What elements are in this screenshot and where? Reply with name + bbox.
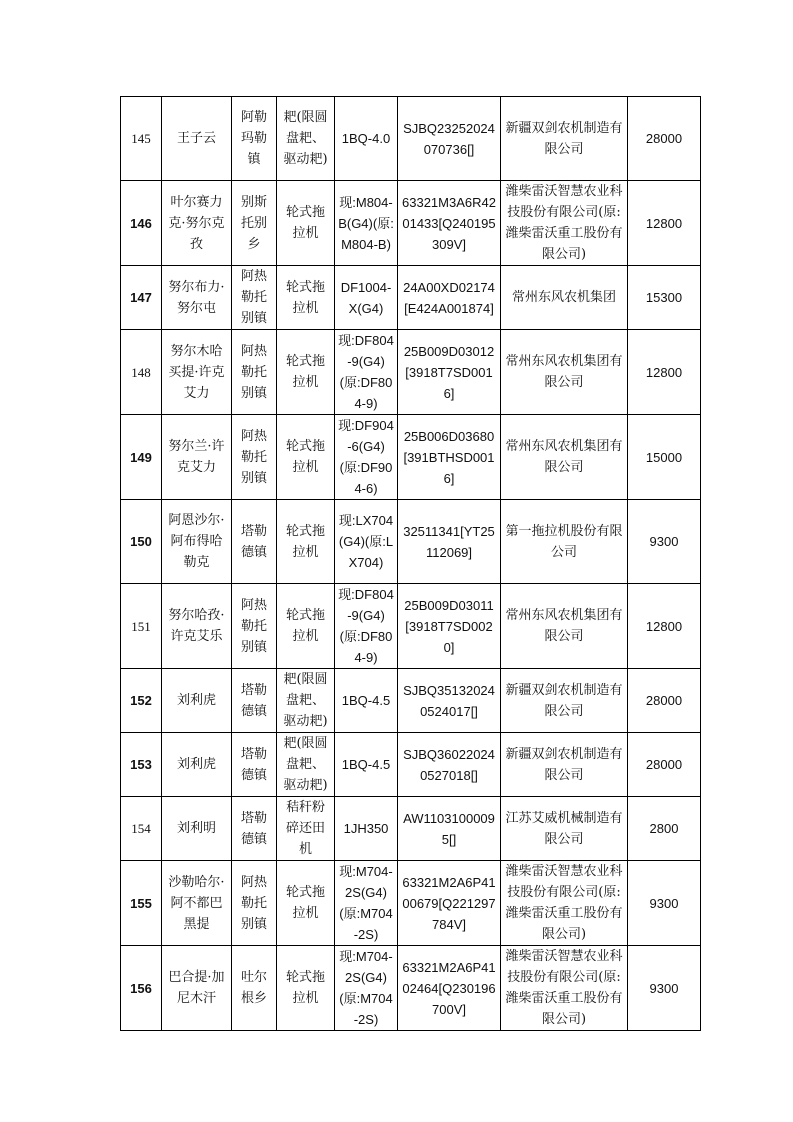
table-row (121, 861, 701, 946)
cell-manufacturer: 江苏艾威机械制造有限公司 (501, 797, 628, 861)
cell-machine-type: 秸秆粉碎还田机 (277, 797, 335, 861)
cell-manufacturer: 常州东风农机集团 (501, 266, 628, 330)
cell-model: 现:DF804-9(G4)(原:DF804-9) (335, 584, 398, 669)
cell-manufacturer: 常州东风农机集团有限公司 (501, 584, 628, 669)
cell-serial-number: 152 (121, 669, 162, 733)
cell-township: 阿勒玛勒镇 (232, 97, 277, 181)
cell-manufacturer: 常州东风农机集团有限公司 (501, 330, 628, 415)
cell-serial-number: 147 (121, 266, 162, 330)
cell-machine-type: 耙(限圆盘耙、驱动耙) (277, 669, 335, 733)
cell-machine-type: 耙(限圆盘耙、驱动耙) (277, 97, 335, 181)
cell-model: 现:DF804-9(G4)(原:DF804-9) (335, 330, 398, 415)
table-row (121, 97, 701, 181)
cell-applicant-name: 刘利虎 (162, 733, 232, 797)
cell-machine-type: 轮式拖拉机 (277, 266, 335, 330)
cell-township: 塔勒德镇 (232, 797, 277, 861)
table-row (121, 669, 701, 733)
cell-serial-number: 149 (121, 415, 162, 500)
cell-model: 现:M804-B(G4)(原:M804-B) (335, 181, 398, 266)
table-row (121, 500, 701, 584)
cell-model: 现:DF904-6(G4)(原:DF904-6) (335, 415, 398, 500)
cell-factory-code: 25B006D03680[391BTHSD0016] (398, 415, 501, 500)
cell-township: 阿热勒托别镇 (232, 266, 277, 330)
cell-factory-code: 63321M3A6R4201433[Q240195309V] (398, 181, 501, 266)
cell-model: 现:LX704(G4)(原:LX704) (335, 500, 398, 584)
cell-subsidy-amount: 9300 (628, 500, 701, 584)
cell-manufacturer: 新疆双剑农机制造有限公司 (501, 669, 628, 733)
cell-subsidy-amount: 15000 (628, 415, 701, 500)
cell-factory-code: 24A00XD02174[E424A001874] (398, 266, 501, 330)
cell-township: 塔勒德镇 (232, 733, 277, 797)
cell-subsidy-amount: 9300 (628, 861, 701, 946)
cell-township: 塔勒德镇 (232, 500, 277, 584)
cell-model: 1BQ-4.5 (335, 733, 398, 797)
cell-subsidy-amount: 28000 (628, 669, 701, 733)
cell-applicant-name: 努尔兰·许克艾力 (162, 415, 232, 500)
cell-factory-code: SJBQ23252024070736[] (398, 97, 501, 181)
cell-serial-number: 145 (121, 97, 162, 181)
cell-manufacturer: 常州东风农机集团有限公司 (501, 415, 628, 500)
cell-manufacturer: 新疆双剑农机制造有限公司 (501, 733, 628, 797)
cell-applicant-name: 努尔木哈买提·许克艾力 (162, 330, 232, 415)
cell-machine-type: 轮式拖拉机 (277, 861, 335, 946)
cell-factory-code: SJBQ360220240527018[] (398, 733, 501, 797)
table-row (121, 733, 701, 797)
cell-factory-code: 63321M2A6P4100679[Q221297784V] (398, 861, 501, 946)
cell-serial-number: 153 (121, 733, 162, 797)
cell-serial-number: 148 (121, 330, 162, 415)
cell-factory-code: 25B009D03011[3918T7SD0020] (398, 584, 501, 669)
cell-machine-type: 轮式拖拉机 (277, 584, 335, 669)
cell-model: DF1004-X(G4) (335, 266, 398, 330)
cell-township: 吐尔根乡 (232, 946, 277, 1031)
cell-machine-type: 轮式拖拉机 (277, 181, 335, 266)
cell-manufacturer: 新疆双剑农机制造有限公司 (501, 97, 628, 181)
cell-machine-type: 轮式拖拉机 (277, 415, 335, 500)
subsidy-table (120, 96, 701, 1031)
cell-manufacturer: 潍柴雷沃智慧农业科技股份有限公司(原:潍柴雷沃重工股份有限公司) (501, 946, 628, 1031)
table-row (121, 415, 701, 500)
cell-subsidy-amount: 2800 (628, 797, 701, 861)
table-row (121, 946, 701, 1031)
cell-factory-code: SJBQ351320240524017[] (398, 669, 501, 733)
cell-township: 别斯托别乡 (232, 181, 277, 266)
cell-model: 1JH350 (335, 797, 398, 861)
cell-model: 1BQ-4.0 (335, 97, 398, 181)
cell-subsidy-amount: 9300 (628, 946, 701, 1031)
cell-township: 阿热勒托别镇 (232, 584, 277, 669)
cell-serial-number: 154 (121, 797, 162, 861)
cell-applicant-name: 王子云 (162, 97, 232, 181)
cell-machine-type: 轮式拖拉机 (277, 330, 335, 415)
table-row (121, 797, 701, 861)
cell-applicant-name: 阿恩沙尔·阿布得哈勒克 (162, 500, 232, 584)
cell-subsidy-amount: 15300 (628, 266, 701, 330)
table-row (121, 181, 701, 266)
cell-applicant-name: 沙勒哈尔·阿不都巴黑提 (162, 861, 232, 946)
cell-serial-number: 146 (121, 181, 162, 266)
cell-manufacturer: 潍柴雷沃智慧农业科技股份有限公司(原:潍柴雷沃重工股份有限公司) (501, 861, 628, 946)
cell-manufacturer: 潍柴雷沃智慧农业科技股份有限公司(原:潍柴雷沃重工股份有限公司) (501, 181, 628, 266)
cell-serial-number: 156 (121, 946, 162, 1031)
cell-serial-number: 155 (121, 861, 162, 946)
cell-model: 1BQ-4.5 (335, 669, 398, 733)
cell-machine-type: 轮式拖拉机 (277, 946, 335, 1031)
cell-serial-number: 151 (121, 584, 162, 669)
cell-serial-number: 150 (121, 500, 162, 584)
cell-applicant-name: 刘利虎 (162, 669, 232, 733)
cell-factory-code: AW11031000095[] (398, 797, 501, 861)
cell-township: 塔勒德镇 (232, 669, 277, 733)
cell-machine-type: 轮式拖拉机 (277, 500, 335, 584)
cell-applicant-name: 努尔哈孜·许克艾乐 (162, 584, 232, 669)
cell-applicant-name: 努尔布力·努尔屯 (162, 266, 232, 330)
cell-factory-code: 63321M2A6P4102464[Q230196700V] (398, 946, 501, 1031)
cell-subsidy-amount: 12800 (628, 330, 701, 415)
cell-township: 阿热勒托别镇 (232, 861, 277, 946)
cell-subsidy-amount: 12800 (628, 584, 701, 669)
table-body (121, 97, 701, 1031)
cell-factory-code: 25B009D03012[3918T7SD0016] (398, 330, 501, 415)
table-row (121, 266, 701, 330)
cell-township: 阿热勒托别镇 (232, 415, 277, 500)
cell-subsidy-amount: 28000 (628, 97, 701, 181)
cell-subsidy-amount: 12800 (628, 181, 701, 266)
cell-applicant-name: 叶尔赛力克·努尔克孜 (162, 181, 232, 266)
cell-applicant-name: 巴合提·加尼木汗 (162, 946, 232, 1031)
cell-model: 现:M704-2S(G4)(原:M704-2S) (335, 861, 398, 946)
table-row (121, 330, 701, 415)
cell-machine-type: 耙(限圆盘耙、驱动耙) (277, 733, 335, 797)
cell-manufacturer: 第一拖拉机股份有限公司 (501, 500, 628, 584)
table-row (121, 584, 701, 669)
cell-subsidy-amount: 28000 (628, 733, 701, 797)
cell-factory-code: 32511341[YT25112069] (398, 500, 501, 584)
cell-model: 现:M704-2S(G4)(原:M704-2S) (335, 946, 398, 1031)
cell-applicant-name: 刘利明 (162, 797, 232, 861)
cell-township: 阿热勒托别镇 (232, 330, 277, 415)
